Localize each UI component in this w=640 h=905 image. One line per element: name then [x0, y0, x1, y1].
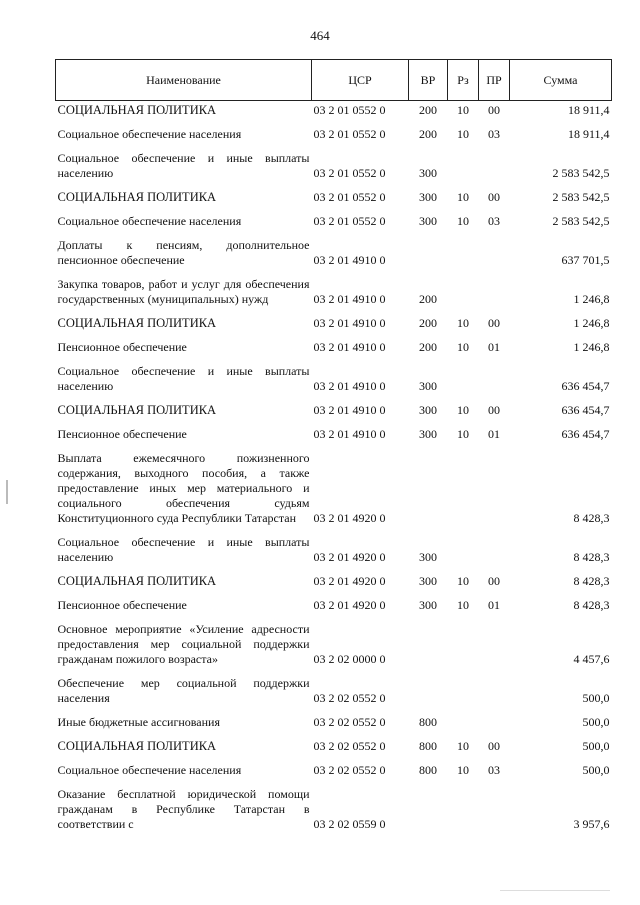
- cell-csr: 03 2 02 0559 0: [313, 817, 386, 831]
- table-row: [56, 232, 612, 271]
- table-row: [56, 334, 612, 358]
- cell-vr: 200: [419, 340, 437, 354]
- cell-rz: 10: [457, 190, 469, 204]
- cell-sum: 636 454,7: [561, 379, 610, 393]
- cell-name: Пенсионное обеспечение: [57, 340, 187, 354]
- cell-rz: 10: [457, 214, 469, 228]
- cell-csr: 03 2 01 4920 0: [313, 598, 386, 612]
- cell-csr: 03 2 01 4910 0: [313, 253, 386, 267]
- cell-vr: 800: [419, 739, 437, 753]
- cell-name: Социальное обеспечение населения: [57, 127, 242, 141]
- cell-pr: [479, 232, 510, 271]
- table-row: [56, 670, 612, 709]
- cell-vr: [409, 670, 448, 709]
- table-row: [56, 358, 612, 397]
- cell-vr: 300: [419, 574, 437, 588]
- cell-rz: 10: [457, 739, 469, 753]
- cell-pr: 01: [488, 340, 500, 354]
- cell-rz: [448, 670, 479, 709]
- cell-csr: 03 2 02 0000 0: [313, 652, 386, 666]
- cell-csr: 03 2 02 0552 0: [313, 691, 386, 705]
- cell-pr: 00: [488, 739, 500, 753]
- table-body: [56, 101, 612, 836]
- cell-sum: 500,0: [582, 715, 610, 729]
- cell-pr: [479, 271, 510, 310]
- cell-name: Доплаты к пенсиям, дополнительное пенсионное обеспечение: [57, 238, 310, 267]
- cell-sum: 1 246,8: [573, 340, 610, 354]
- table-row: [56, 445, 612, 529]
- cell-csr: 03 2 01 4920 0: [313, 574, 386, 588]
- cell-pr: 00: [488, 316, 500, 330]
- cell-rz: 10: [457, 763, 469, 777]
- cell-name: Социальное обеспечение и иные выплаты населению: [57, 535, 310, 564]
- cell-rz: [448, 358, 479, 397]
- cell-sum: 3 957,6: [573, 817, 610, 831]
- cell-sum: 2 583 542,5: [552, 166, 610, 180]
- cell-sum: 636 454,7: [561, 403, 610, 417]
- cell-name: Социальное обеспечение и иные выплаты населению: [57, 151, 310, 180]
- cell-csr: 03 2 01 4910 0: [313, 292, 386, 306]
- cell-pr: [479, 709, 510, 733]
- table-row: [56, 757, 612, 781]
- cell-rz: [448, 145, 479, 184]
- cell-name: Основное мероприятие «Усиление адресности предоставления мер социальной поддержки гражданам пожилого возраста»: [57, 622, 310, 666]
- page-number: 464: [310, 28, 330, 43]
- cell-name: Обеспечение мер социальной поддержки населения: [57, 676, 310, 705]
- cell-csr: 03 2 01 0552 0: [313, 166, 386, 180]
- cell-pr: [479, 145, 510, 184]
- cell-rz: [448, 709, 479, 733]
- cell-name: Пенсионное обеспечение: [57, 598, 187, 612]
- table-row: [56, 568, 612, 592]
- header-pr: ПР: [479, 60, 510, 101]
- cell-csr: 03 2 02 0552 0: [313, 715, 386, 729]
- cell-csr: 03 2 01 4910 0: [313, 340, 386, 354]
- cell-sum: 18 911,4: [567, 103, 610, 117]
- table-row: [56, 421, 612, 445]
- cell-rz: [448, 445, 479, 529]
- table-header-row: [56, 60, 612, 101]
- header-sum: Сумма: [510, 60, 612, 101]
- cell-sum: 500,0: [582, 739, 610, 753]
- table-row: [56, 208, 612, 232]
- scan-mark: [500, 890, 610, 891]
- cell-pr: [479, 445, 510, 529]
- cell-sum: 1 246,8: [573, 292, 610, 306]
- cell-pr: 00: [488, 103, 500, 117]
- budget-table: [55, 59, 612, 835]
- cell-rz: [448, 616, 479, 670]
- cell-pr: 00: [488, 403, 500, 417]
- header-rz: Рз: [448, 60, 479, 101]
- cell-sum: 1 246,8: [573, 316, 610, 330]
- cell-vr: 300: [419, 166, 437, 180]
- cell-vr: 200: [419, 103, 437, 117]
- cell-rz: 10: [457, 103, 469, 117]
- cell-csr: 03 2 01 0552 0: [313, 103, 386, 117]
- cell-csr: 03 2 01 4910 0: [313, 379, 386, 393]
- table-row: [56, 397, 612, 421]
- cell-pr: [479, 358, 510, 397]
- cell-name: Закупка товаров, работ и услуг для обеспечения государственных (муниципальных) нужд: [57, 277, 310, 306]
- cell-vr: [409, 445, 448, 529]
- cell-sum: 8 428,3: [573, 598, 610, 612]
- cell-sum: 2 583 542,5: [552, 190, 610, 204]
- cell-vr: [409, 781, 448, 835]
- cell-sum: 637 701,5: [561, 253, 610, 267]
- cell-csr: 03 2 01 4910 0: [313, 427, 386, 441]
- cell-name: Социальное обеспечение населения: [57, 763, 242, 777]
- cell-rz: [448, 232, 479, 271]
- cell-pr: 00: [488, 574, 500, 588]
- cell-pr: [479, 670, 510, 709]
- cell-rz: 10: [457, 574, 469, 588]
- cell-name: СОЦИАЛЬНАЯ ПОЛИТИКА: [57, 739, 217, 753]
- table-row: [56, 616, 612, 670]
- cell-rz: 10: [457, 340, 469, 354]
- table-row: [56, 529, 612, 568]
- table-row: [56, 310, 612, 334]
- cell-pr: 03: [488, 214, 500, 228]
- cell-pr: 00: [488, 190, 500, 204]
- cell-sum: 2 583 542,5: [552, 214, 610, 228]
- table-row: [56, 709, 612, 733]
- cell-rz: 10: [457, 127, 469, 141]
- cell-name: Иные бюджетные ассигнования: [57, 715, 220, 729]
- table-row: [56, 781, 612, 835]
- cell-rz: 10: [457, 403, 469, 417]
- cell-vr: 300: [419, 190, 437, 204]
- cell-name: Пенсионное обеспечение: [57, 427, 187, 441]
- cell-csr: 03 2 01 4910 0: [313, 316, 386, 330]
- cell-pr: 03: [488, 763, 500, 777]
- cell-csr: 03 2 01 4920 0: [313, 511, 386, 525]
- header-vr: ВР: [409, 60, 448, 101]
- cell-sum: 18 911,4: [567, 127, 610, 141]
- cell-pr: 03: [488, 127, 500, 141]
- cell-pr: [479, 616, 510, 670]
- cell-name: Оказание бесплатной юридической помощи гражданам в Республике Татарстан в соответствии с: [57, 787, 310, 831]
- cell-name: СОЦИАЛЬНАЯ ПОЛИТИКА: [57, 574, 217, 588]
- cell-name: СОЦИАЛЬНАЯ ПОЛИТИКА: [57, 103, 217, 117]
- cell-sum: 8 428,3: [573, 574, 610, 588]
- cell-vr: 800: [419, 715, 437, 729]
- table-row: [56, 145, 612, 184]
- cell-pr: 01: [488, 427, 500, 441]
- cell-sum: 500,0: [582, 691, 610, 705]
- cell-name: СОЦИАЛЬНАЯ ПОЛИТИКА: [57, 190, 217, 204]
- cell-vr: 300: [419, 427, 437, 441]
- cell-vr: 200: [419, 127, 437, 141]
- cell-pr: [479, 529, 510, 568]
- cell-vr: 300: [419, 379, 437, 393]
- table-row: [56, 101, 612, 122]
- cell-vr: 300: [419, 550, 437, 564]
- cell-sum: 8 428,3: [573, 511, 610, 525]
- cell-csr: 03 2 01 4910 0: [313, 403, 386, 417]
- cell-rz: [448, 529, 479, 568]
- cell-name: Социальное обеспечение населения: [57, 214, 242, 228]
- cell-csr: 03 2 02 0552 0: [313, 739, 386, 753]
- cell-csr: 03 2 01 0552 0: [313, 127, 386, 141]
- cell-name: СОЦИАЛЬНАЯ ПОЛИТИКА: [57, 403, 217, 417]
- scan-mark: [6, 480, 8, 504]
- cell-pr: 01: [488, 598, 500, 612]
- cell-sum: 4 457,6: [573, 652, 610, 666]
- cell-vr: 200: [419, 292, 437, 306]
- cell-name: СОЦИАЛЬНАЯ ПОЛИТИКА: [57, 316, 217, 330]
- cell-vr: 300: [419, 403, 437, 417]
- table-row: [56, 121, 612, 145]
- cell-rz: [448, 781, 479, 835]
- cell-vr: [409, 232, 448, 271]
- cell-rz: 10: [457, 598, 469, 612]
- cell-vr: 300: [419, 214, 437, 228]
- cell-rz: 10: [457, 427, 469, 441]
- header-csr: ЦСР: [312, 60, 409, 101]
- cell-vr: 300: [419, 598, 437, 612]
- cell-pr: [479, 781, 510, 835]
- cell-vr: 200: [419, 316, 437, 330]
- table-row: [56, 184, 612, 208]
- cell-name: Выплата ежемесячного пожизненного содержания, выходного пособия, а также предоставление иных мер материального и социального обеспечения судьям Конституционного суда Республики Татарстан: [57, 451, 310, 525]
- cell-rz: [448, 271, 479, 310]
- table-row: [56, 733, 612, 757]
- cell-sum: 8 428,3: [573, 550, 610, 564]
- cell-vr: 800: [419, 763, 437, 777]
- cell-csr: 03 2 01 4920 0: [313, 550, 386, 564]
- cell-vr: [409, 616, 448, 670]
- table-row: [56, 592, 612, 616]
- cell-rz: 10: [457, 316, 469, 330]
- cell-sum: 500,0: [582, 763, 610, 777]
- cell-csr: 03 2 01 0552 0: [313, 190, 386, 204]
- table-row: [56, 271, 612, 310]
- cell-sum: 636 454,7: [561, 427, 610, 441]
- cell-name: Социальное обеспечение и иные выплаты населению: [57, 364, 310, 393]
- cell-csr: 03 2 01 0552 0: [313, 214, 386, 228]
- header-name: Наименование: [56, 60, 312, 101]
- cell-csr: 03 2 02 0552 0: [313, 763, 386, 777]
